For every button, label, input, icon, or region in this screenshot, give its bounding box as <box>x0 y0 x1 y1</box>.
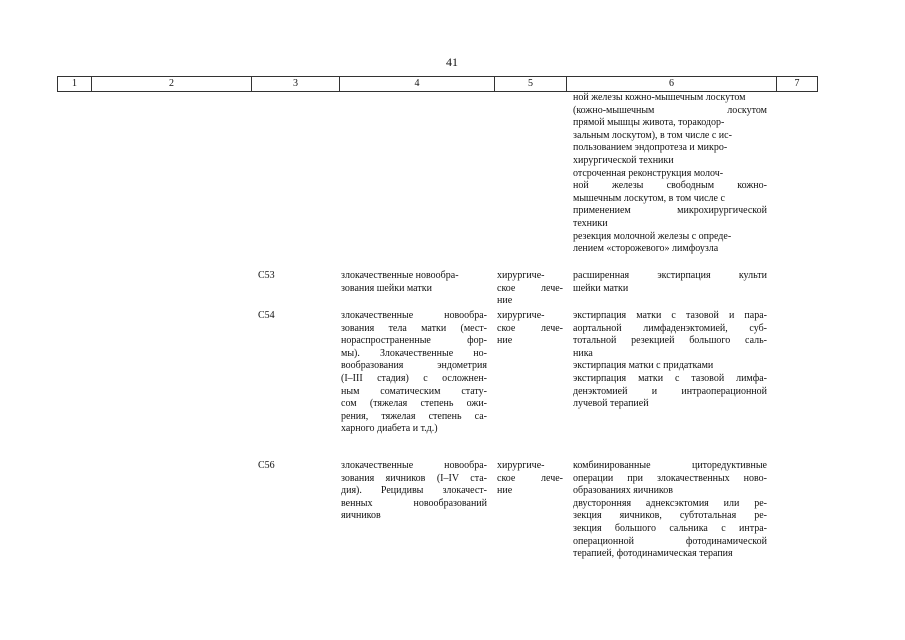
text-line: прямой мышцы живота, торакодор- <box>573 117 725 129</box>
page-number: 41 <box>446 55 458 69</box>
text-line: зальным лоскутом), в том числе с ис- <box>573 129 732 141</box>
methods-c56 <box>573 460 767 561</box>
icd-code-c53: C53 <box>258 270 275 281</box>
text-line: лением «сторожевого» лимфоузла <box>573 243 719 255</box>
text-line: хирургиче- <box>497 270 545 281</box>
text-line: ной железы кожно-мышечным лоскутом <box>573 92 746 103</box>
text-line: шейки матки <box>573 282 629 294</box>
text-line: зекция яичников, субтотальная ре- <box>573 510 767 522</box>
text-line: (кожно-мышечным лоскутом <box>573 104 767 116</box>
diagnosis-c56 <box>341 460 487 523</box>
text-line: пользованием эндопротеза и микро- <box>573 142 728 154</box>
text-line: терапией, фотодинамическая терапия <box>573 548 733 560</box>
text-line: ское лече- <box>497 322 563 334</box>
icd-code-c56: C56 <box>258 460 275 471</box>
column-header-6: 6 <box>567 77 777 91</box>
text-line: ника <box>573 347 593 359</box>
column-header-7: 7 <box>777 77 818 91</box>
text-line: образованиях яичников <box>573 485 674 497</box>
text-line: злокачественные новообра- <box>341 460 487 471</box>
text-line: экстирпация матки с тазовой и пара- <box>573 310 767 321</box>
text-line: резекция молочной железы с опреде- <box>573 230 732 242</box>
methods-continued <box>573 92 767 256</box>
text-line: зования яичников (I–IV ста- <box>341 472 487 484</box>
text-line: денэктомией и интраоперационной <box>573 385 767 397</box>
text-line: харного диабета и т.д.) <box>341 423 438 435</box>
text-line: мы). Злокачественные но- <box>341 347 487 359</box>
text-line: вообразования эндометрия <box>341 360 487 372</box>
treatment-c56 <box>497 460 563 498</box>
text-line: мышечным лоскутом, в том числе с <box>573 192 725 204</box>
text-line: отсроченная реконструкция молоч- <box>573 167 724 179</box>
column-header-5: 5 <box>495 77 567 91</box>
text-line: яичников <box>341 510 381 522</box>
text-line: ское лече- <box>497 472 563 484</box>
text-line: хирургической техники <box>573 154 674 166</box>
text-line: применением микрохирургической <box>573 205 767 217</box>
icd-code-c54: C54 <box>258 310 275 321</box>
column-header-2: 2 <box>92 77 252 91</box>
treatment-c54 <box>497 310 563 348</box>
text-line: венных новообразований <box>341 497 487 509</box>
text-line: зования шейки матки <box>341 282 432 294</box>
text-line: комбинированные циторедуктивные <box>573 460 767 471</box>
text-line: хирургиче- <box>497 310 545 321</box>
text-line: ское лече- <box>497 282 563 294</box>
table-header-row <box>57 76 818 92</box>
text-line: аортальной лимфаденэктомией, суб- <box>573 322 767 334</box>
text-line: экстирпация матки с тазовой лимфа- <box>573 372 767 384</box>
methods-c53 <box>573 270 767 295</box>
text-line: сом (тяжелая степень ожи- <box>341 398 487 410</box>
text-line: зекция большого сальника с интра- <box>573 522 767 534</box>
text-line: ние <box>497 335 513 347</box>
text-line: нораспространенные фор- <box>341 335 487 347</box>
text-line: тотальной резекцией большого саль- <box>573 335 767 347</box>
column-header-1: 1 <box>57 77 92 91</box>
text-line: лучевой терапией <box>573 398 649 410</box>
text-line: ным соматическим стату- <box>341 385 487 397</box>
text-line: рения, тяжелая степень са- <box>341 410 487 422</box>
diagnosis-c53 <box>341 270 487 295</box>
text-line: зования тела матки (мест- <box>341 322 487 334</box>
text-line: расширенная экстирпация культи <box>573 270 767 281</box>
text-line: операционной фотодинамической <box>573 535 767 547</box>
text-line: ние <box>497 485 513 497</box>
text-line: экстирпация матки с придатками <box>573 360 714 372</box>
diagnosis-c54 <box>341 310 487 436</box>
text-line: (I–III стадия) с осложнен- <box>341 372 487 384</box>
text-line: техники <box>573 217 608 229</box>
treatment-c53 <box>497 270 563 308</box>
text-line: злокачественные новообра- <box>341 270 459 281</box>
text-line: двусторонняя аднексэктомия или ре- <box>573 497 767 509</box>
column-header-3: 3 <box>252 77 340 91</box>
text-line: хирургиче- <box>497 460 545 471</box>
text-line: дия). Рецидивы злокачест- <box>341 485 487 497</box>
text-line: ние <box>497 295 513 307</box>
methods-c54 <box>573 310 767 411</box>
text-line: операции при злокачественных ново- <box>573 472 767 484</box>
column-header-4: 4 <box>340 77 495 91</box>
text-line: ной железы свободным кожно- <box>573 180 767 192</box>
text-line: злокачественные новообра- <box>341 310 487 321</box>
